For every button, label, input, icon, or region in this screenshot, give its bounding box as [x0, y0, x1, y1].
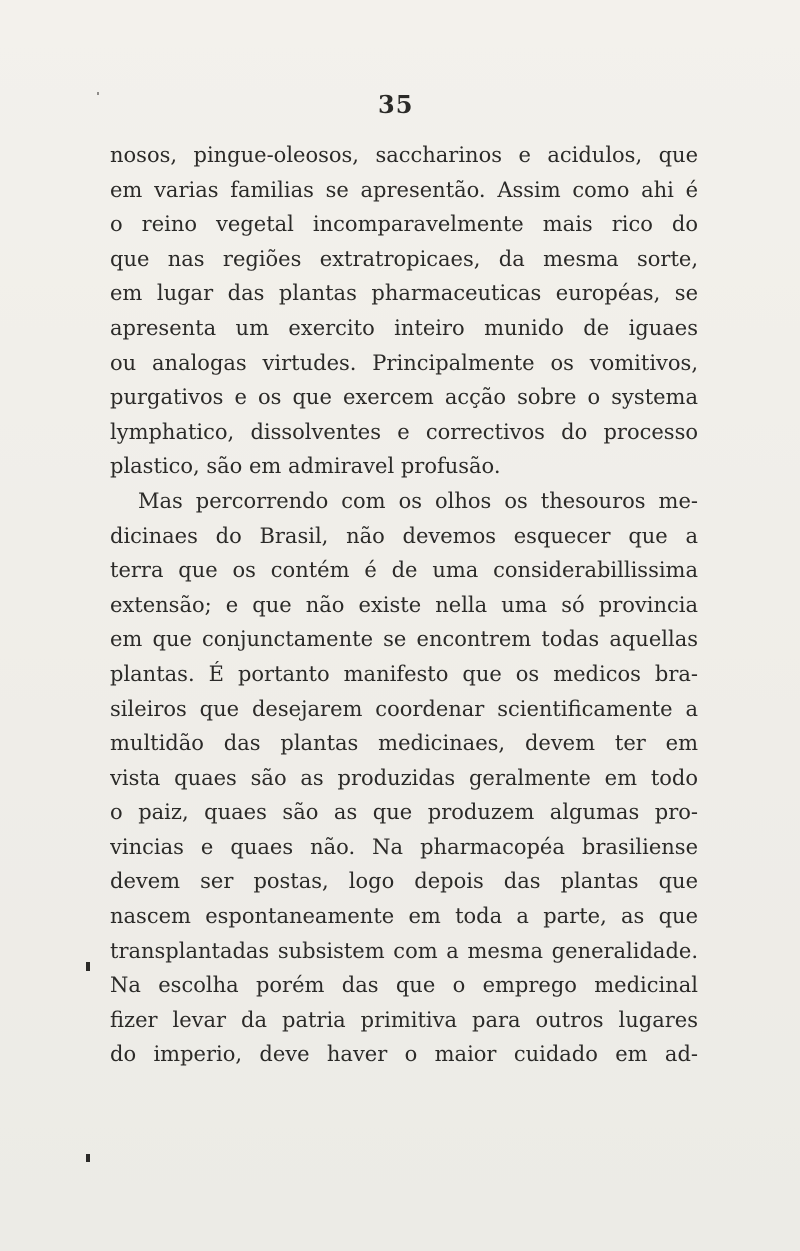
text-line: dicinaes do Brasil, não devemos esquecer que a	[110, 523, 698, 548]
margin-speck	[97, 92, 99, 95]
text-line: que nas regiões extratropicaes, da mesma sorte,	[110, 246, 698, 271]
text-line: purgativos e os que exercem acção sobre o systema	[110, 385, 698, 410]
text-line: nascem espontaneamente em toda a parte, as que	[110, 904, 698, 929]
text-line: em que conjunctamente se encontrem todas aquellas	[110, 627, 698, 652]
text-line: em lugar das plantas pharmaceuticas européas, se	[110, 281, 698, 306]
text-line: o paiz, quaes são as que produzem algumas pro-	[110, 800, 698, 825]
text-line: Mas percorrendo com os olhos os thesouros me-	[138, 488, 698, 513]
text-line: do imperio, deve haver o maior cuidado em ad-	[110, 1042, 698, 1067]
text-line: extensão; e que não existe nella uma só provincia	[110, 592, 698, 617]
text-line: devem ser postas, logo depois das plantas que	[110, 869, 698, 894]
text-line: terra que os contém é de uma considerabillissima	[110, 558, 698, 583]
text-line: plantas. É portanto manifesto que os medicos bra-	[110, 661, 698, 686]
text-line: Na escolha porém das que o emprego medicinal	[110, 973, 698, 998]
text-line: ou analogas virtudes. Principalmente os vomitivos,	[110, 350, 698, 375]
body-text	[110, 138, 698, 1072]
text-line: multidão das plantas medicinaes, devem ter em	[110, 731, 698, 756]
text-line: lymphatico, dissolventes e correctivos do processo	[110, 419, 698, 444]
text-line: fizer levar da patria primitiva para outros lugares	[110, 1007, 698, 1032]
page-number: 35	[378, 90, 414, 119]
text-line: sileiros que desejarem coordenar scientificamente a	[110, 696, 698, 721]
text-line: transplantadas subsistem com a mesma generalidade.	[110, 938, 698, 963]
text-line: apresenta um exercito inteiro munido de iguaes	[110, 315, 698, 340]
text-line: vista quaes são as produzidas geralmente em todo	[110, 765, 698, 790]
text-line: plastico, são em admiravel profusão.	[110, 454, 501, 479]
margin-speck	[86, 962, 90, 971]
text-line: nosos, pingue-oleosos, saccharinos e acidulos, que	[110, 143, 698, 167]
text-line: em varias familias se apresentão. Assim como ahi é	[110, 177, 698, 202]
text-line: o reino vegetal incomparavelmente mais rico do	[110, 212, 698, 237]
text-line: vincias e quaes não. Na pharmacopéa brasiliense	[110, 834, 698, 859]
margin-speck	[86, 1154, 90, 1162]
